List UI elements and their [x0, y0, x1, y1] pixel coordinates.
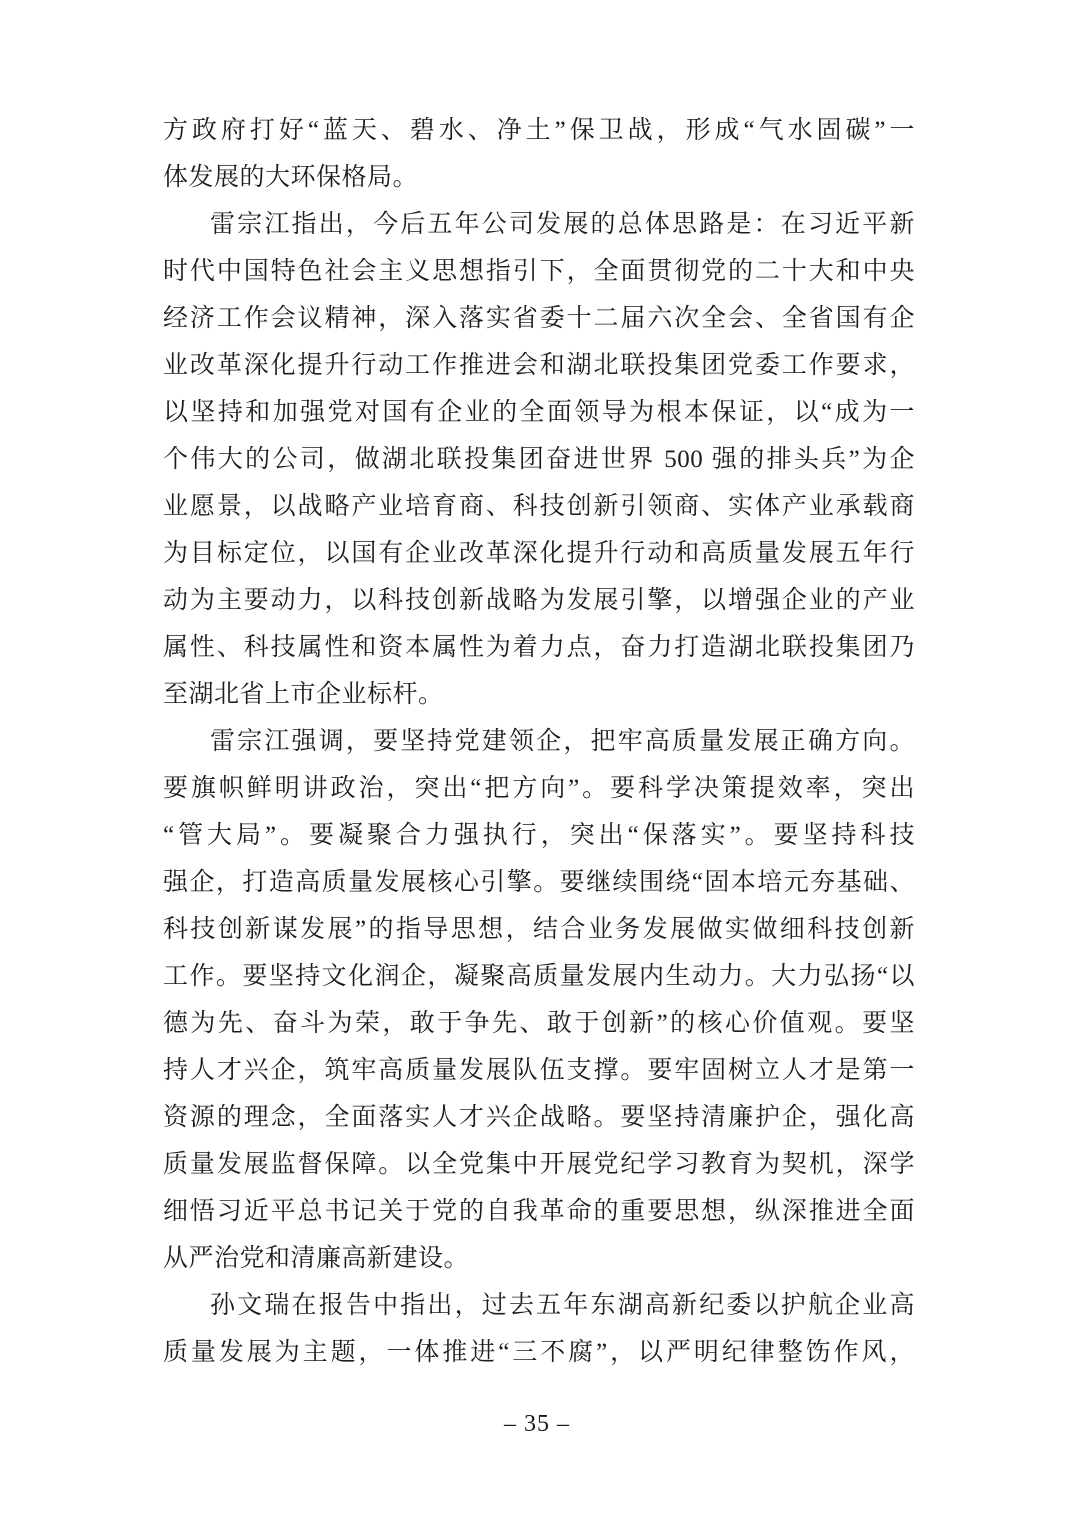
text-line: 科技创新谋发展”的指导思想，结合业务发展做实做细科技创新	[163, 916, 915, 943]
text-line: 孙文瑞在报告中指出，过去五年东湖高新纪委以护航企业高	[210, 1292, 915, 1319]
text-line: 个伟大的公司，做湖北联投集团奋进世界 500 强的排头兵”为企	[163, 446, 915, 473]
text-line: 属性、科技属性和资本属性为着力点，奋力打造湖北联投集团乃	[163, 634, 915, 661]
text-line: 质量发展监督保障。以全党集中开展党纪学习教育为契机，深学	[163, 1151, 915, 1178]
text-line: 为目标定位，以国有企业改革深化提升行动和高质量发展五年行	[163, 540, 915, 567]
text-line: 德为先、奋斗为荣，敢于争先、敢于创新”的核心价值观。要坚	[163, 1010, 915, 1037]
text-line: “管大局”。要凝聚合力强执行，突出“保落实”。要坚持科技	[163, 822, 915, 849]
text-line: 业改革深化提升行动工作推进会和湖北联投集团党委工作要求，	[163, 352, 915, 379]
paragraph-environment-continuation	[163, 107, 915, 201]
text-line: 时代中国特色社会主义思想指引下，全面贯彻党的二十大和中央	[163, 258, 915, 285]
text-line: 体发展的大环保格局。	[163, 164, 419, 191]
text-line: 工作。要坚持文化润企，凝聚高质量发展内生动力。大力弘扬“以	[163, 963, 915, 990]
text-line: 雷宗江强调，要坚持党建领企，把牢高质量发展正确方向。	[210, 728, 915, 755]
page-number: – 35 –	[504, 1411, 570, 1437]
text-line: 资源的理念，全面落实人才兴企战略。要坚持清廉护企，强化高	[163, 1104, 915, 1131]
text-line: 要旗帜鲜明讲政治，突出“把方向”。要科学决策提效率，突出	[163, 775, 915, 802]
paragraph-overall-strategy	[163, 201, 915, 718]
paragraph-discipline-report	[163, 1282, 915, 1376]
text-line: 方政府打好“蓝天、碧水、净土”保卫战，形成“气水固碳”一	[163, 117, 915, 144]
text-line: 强企，打造高质量发展核心引擎。要继续围绕“固本培元夯基础、	[163, 869, 915, 896]
text-line: 业愿景，以战略产业培育商、科技创新引领商、实体产业承载商	[163, 493, 915, 520]
text-line: 雷宗江指出，今后五年公司发展的总体思路是：在习近平新	[210, 211, 915, 238]
text-line: 至湖北省上市企业标杆。	[163, 681, 444, 708]
document-body	[163, 107, 915, 1376]
text-line: 持人才兴企，筑牢高质量发展队伍支撑。要牢固树立人才是第一	[163, 1057, 915, 1084]
text-line: 经济工作会议精神，深入落实省委十二届六次全会、全省国有企	[163, 305, 915, 332]
text-line: 以坚持和加强党对国有企业的全面领导为根本保证，以“成为一	[163, 399, 915, 426]
paragraph-emphasis-points	[163, 718, 915, 1282]
text-line: 从严治党和清廉高新建设。	[163, 1245, 470, 1272]
text-line: 细悟习近平总书记关于党的自我革命的重要思想，纵深推进全面	[163, 1198, 915, 1225]
text-line: 质量发展为主题，一体推进“三不腐”，以严明纪律整饬作风，	[163, 1339, 915, 1366]
text-line: 动为主要动力，以科技创新战略为发展引擎，以增强企业的产业	[163, 587, 915, 614]
